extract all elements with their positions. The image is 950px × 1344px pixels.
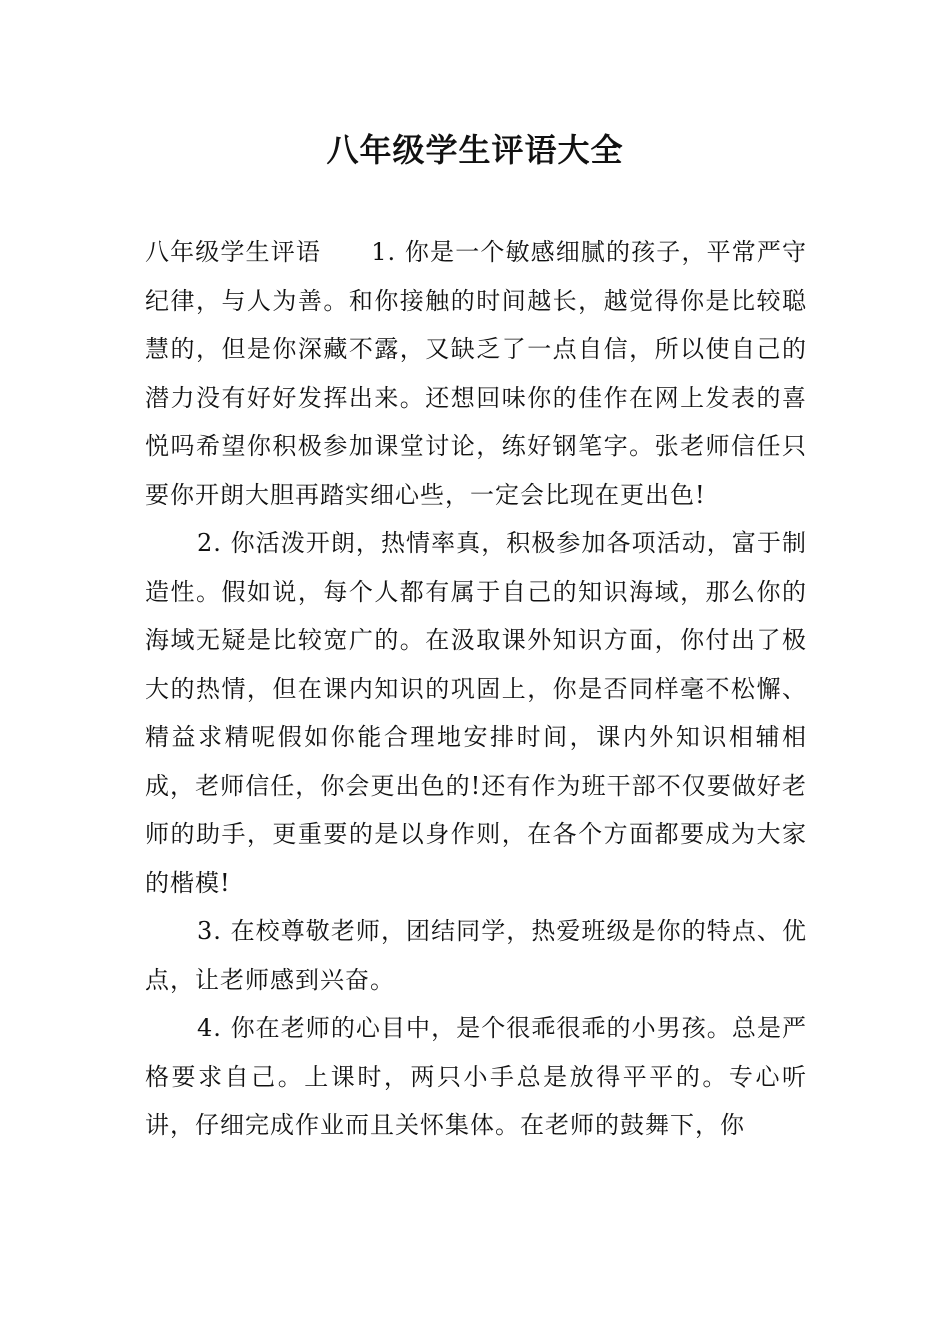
- document-title: 八年级学生评语大全: [326, 131, 624, 169]
- document-body: [145, 228, 807, 1150]
- paragraph-item-3: 3. 在校尊敬老师，团结同学，热爱班级是你的特点、优点，让老师感到兴奋。: [145, 917, 807, 994]
- paragraph-item-4: 4. 你在老师的心目中，是个很乖很乖的小男孩。总是严格要求自己。上课时，两只小手总是放得平平的。专心听讲，仔细完成作业而且关怀集体。在老师的鼓舞下，你: [145, 1014, 807, 1139]
- paragraph-intro: 八年级学生评语 1. 你是一个敏感细腻的孩子，平常严守纪律，与人为善。和你接触的时间越长，越觉得你是比较聪慧的，但是你深藏不露，又缺乏了一点自信，所以使自己的潜力没有好好发挥出来。还想回味你的佳作在网上发表的喜悦吗希望你积极参加课堂讨论，练好钢笔字。张老师信任只要你开朗大胆再踏实细心些，一定会比现在更出色!: [145, 238, 807, 509]
- paragraph-item-2: 2. 你活泼开朗，热情率真，积极参加各项活动，富于制造性。假如说，每个人都有属于自己的知识海域，那么你的海域无疑是比较宽广的。在汲取课外知识方面，你付出了极大的热情，但在课内知识的巩固上，你是否同样毫不松懈、精益求精呢假如你能合理地安排时间，课内外知识相辅相成，老师信任，你会更出色的!还有作为班干部不仅要做好老师的助手，更重要的是以身作则，在各个方面都要成为大家的楷模!: [145, 529, 807, 897]
